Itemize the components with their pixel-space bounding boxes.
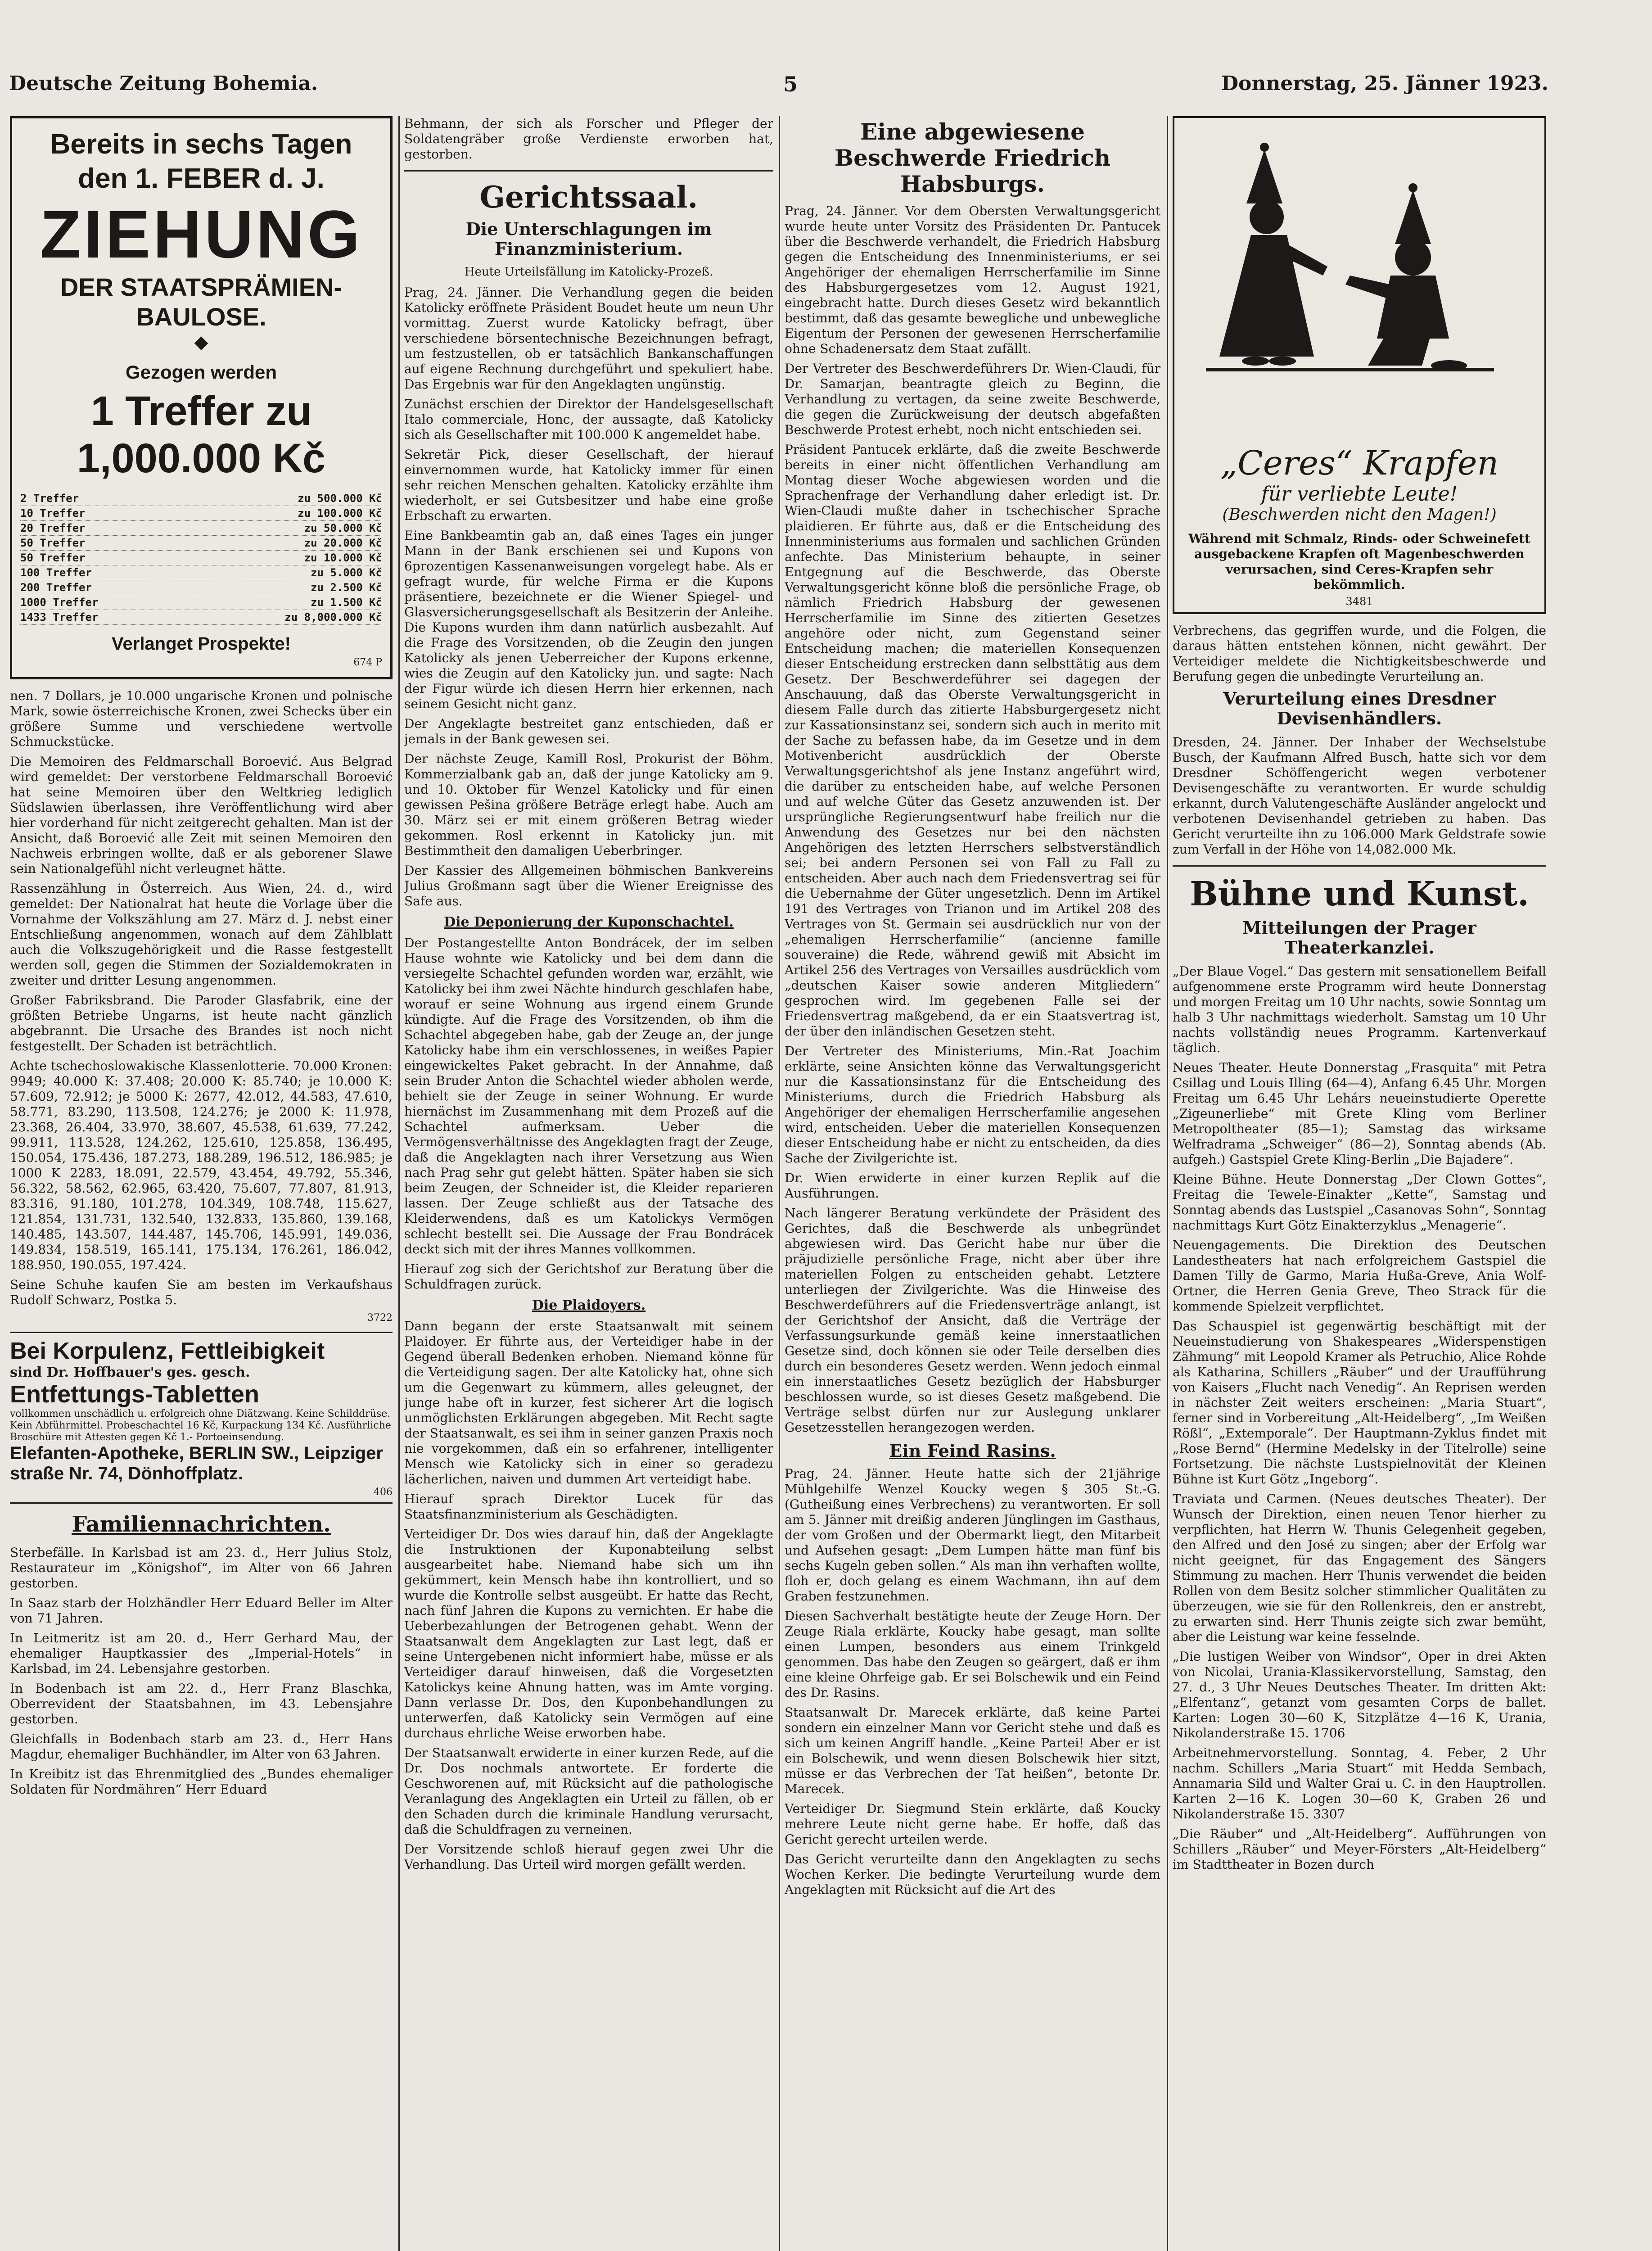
paragraph: Der Angeklagte bestreitet ganz entschieden, daß er jemals in der Bank gewesen sei. [404,716,773,746]
paragraph: Der Postangestellte Anton Bondrácek, der im selben Hause wohnte wie Katolicky und bei dem dann die versiegelte Schachtel gefunden worden war, erzählt, wie Katolicky bei ihm zwei Nächte hindurch geschlafen habe, worauf er seine Wohnung aus irgend einem Grunde kündigte. Auf die Frage des Vorsitzenden, ob ihm die Schachtel abgegeben habe, gab der Zeuge an, der junge Katolicky habe ihm ein verschlossenes, in weißes Papier eingewickeltes Paket gebracht. In der Annahme, daß sein Bruder Anton die Schachtel wieder abholen werde, behielt sie der Zeuge in seiner Wohnung. Er wurde hiernächst im Zusammenhang mit dem Prozeß auf die Schachtel aufmerksam. Ueber die Vermögensverhältnisse des Angeklagten fragt der Zeuge, daß die Angeklagten nach ihrer Versetzung aus Wien nach Prag sehr gut gelebt hätten. Später haben sie sich beim Zeugen, der Schneider ist, die Kleider reparieren lassen. Der Zeuge schließt aus der Tatsache des Kleiderwendens, daß es um Katolickys Vermögen schlecht bestellt sei. Die Aussage der Frau Bondrácek deckt sich mit der ihres Mannes vollkommen. [404,936,773,1257]
prize-amount: zu 2.500 Kč [311,581,382,594]
family-news-heading: Familiennachrichten. [72,1512,331,1537]
col2-paragraphs-2 [404,936,773,1292]
section-buehne-kunst: Bühne und Kunst. [1190,875,1529,913]
article-subtitle: Heute Urteilsfällung im Katolicky-Prozeß. [464,265,713,279]
korpulenz-desc: vollkommen unschädlich u. erfolgreich ohne Diätzwang. Keine Schilddrüse. Kein Abführmittel. Probeschachtel 16 Kč, Kurpackung 134 Kč. Ausführliche Broschüre mit Attesten gegen Kč 1.- Portoeinsendung. [10,1408,391,1443]
column-rule [779,116,780,2251]
paragraph: In Leitmeritz ist am 20. d., Herr Gerhard Mau, der ehemaliger Hauptkassier des „Imperial-Hotels“ in Karlsbad, im 24. Lebensjahre gestorben. [10,1631,393,1676]
paragraph: Hierauf sprach Direktor Lucek für das Staatsfinanzministerium als Geschädigten. [404,1492,773,1522]
paragraph: In Saaz starb der Holzhändler Herr Eduard Beller im Alter von 71 Jahren. [10,1596,393,1626]
ad-footer: Verlanget Prospekte! [112,634,291,654]
paragraph: Zunächst erschien der Direktor der Handelsgesellschaft Italo commerciale, Honc, der aussagte, daß Katolicky sich als Gesellschafter mit 100.000 K angemeldet habe. [404,397,773,442]
paragraph: Dr. Wien erwiderte in einer kurzen Replik auf die Ausführungen. [785,1171,1160,1201]
prize-row [20,610,382,625]
paragraph: Eine Bankbeamtin gab an, daß eines Tages ein junger Mann in der Bank erschienen sei und Kupons von 6prozentigen Kassenanweisungen vorgelegt habe. Als er gefragt wurde, für welche Firma er die Kupons präsentiere, bezeichnete er die Wiener Spiegel- und Glasversicherungsgesellschaft als Besitzerin der Anleihe. Die Kupons wurden ihm dann natürlich ausbezahlt. Auf die Frage des Vorsitzenden, ob die Zeugin den jungen Katolicky als jenen Ueberreicher der Kupons erkenne, wies die Zeugin auf den Katolicky jun. und sagte: Nach der Figur würde ich diesen Herrn hier erkennen, nach seinem Gesicht nicht ganz. [404,528,773,711]
paragraph: „Die Räuber“ und „Alt-Heidelberg“. Aufführungen von Schillers „Räuber“ und Meyer-Försters „Alt-Heidelberg“ im Stadttheater in Bozen durch [1173,1826,1546,1872]
paragraph: Dann begann der erste Staatsanwalt mit seinem Plaidoyer. Er führte aus, der Verteidiger habe in der Gegend überall Bedenken erhoben. Niemand könne für die Verteidigung sagen. Der alte Katolicky hat, ohne sich um die Gegenwart zu kümmern, alles geleugnet, der junge habe oft in kurzer, fest sicherer Art die logisch unmöglichsten Erklärungen abgegeben. Mit Recht sagte der Staatsanwalt, es sei ihm in seiner ganzen Praxis noch nie vorgekommen, daß ein so erfahrener, intelligenter Mensch wie Katolicky sich in einer so geradezu lächerlichen, naiven und dummen Art verteidigt habe. [404,1319,773,1487]
paragraph: Prag, 24. Jänner. Die Verhandlung gegen die beiden Katolicky eröffnete Präsident Boudet heute um neun Uhr vormittag. Zuerst wurde Katolicky befragt, über verschiedene börsentechnische Bezeichnungen befragt, um festzustellen, ob er tatsächlich Bankanschaffungen auf eigene Rechnung durchgeführt und spekuliert habe. Das Ergebnis war für den Angeklagten ungünstig. [404,285,773,392]
paragraph: Der Vorsitzende schloß hierauf gegen zwei Uhr die Verhandlung. Das Urteil wird morgen gefällt werden. [404,1842,773,1872]
paragraph: Prag, 24. Jänner. Heute hatte sich der 21jährige Mühlgehilfe Wenzel Koucky wegen § 305 St.-G. (Gutheißung eines Verbrechens) zu verantworten. Er soll am 5. Jänner mit dreißig anderen Jünglingen im Gasthaus, der vom Großen und der Obermarkt liegt, den Mitarbeit und Aufsehen gesagt: „Dem Lumpen hätte man fünf bis sechs Kugeln geben sollen.“ Als man ihn verhaften wollte, floh er, doch gelang es einem Wachmann, ihn auf dem Graben festzunehmen. [785,1466,1160,1604]
ceres-ad [1173,116,1546,614]
column-3 [785,116,1160,2251]
paragraph: Sterbefälle. In Karlsbad ist am 23. d., Herr Julius Stolz, Restaurateur im „Königshof“, im Alter von 66 Jahren gestorben. [10,1545,393,1591]
family-news [10,1545,393,1797]
prize-count: 2 Treffer [20,492,79,505]
col2-top-para: Behmann, der sich als Forscher und Pfleger der Soldatengräber große Verdienste erworben hat, gestorben. [404,116,773,162]
ad-line-6: Gezogen werden [125,362,277,383]
theater-heading: Mitteilungen der Prager Theaterkanzlei. [1242,918,1476,958]
korpulenz-ad [10,1332,393,1504]
paragraph: Verteidiger Dr. Dos wies darauf hin, daß der Angeklagte die Instruktionen der Kuponabteilung selbst ausgearbeitet habe. Niemand habe sich um ihn gekümmert, kein Mensch habe ihn kontrolliert, und so wurde die Kontrolle selbst ausgeübt. Er hatte das Recht, nach fünf Jahren die Kupons zu vernichten. Er habe die Ueberbezahlungen der Betrogenen gehabt. Wenn der Staatsanwalt dem Angeklagten zur Last legt, daß er seine Untergebenen nicht informiert habe, müsse er als Verteidiger darauf hinweisen, daß die Vorgesetzten Katolickys keine Ahnung hatten, was im Amte vorging. Dann verlasse Dr. Dos, den Kuponbehandlungen zu unterwerfen, daß Katolicky sein Vermögen auf eine durchaus ehrliche Weise erworben habe. [404,1527,773,1740]
paragraph: Nach längerer Beratung verkündete der Präsident des Gerichtes, daß die Beschwerde als unbegründet abgewiesen wird. Das Gericht habe nur über die präjudizielle persönliche Frage, nicht aber über ihre materiellen Folgen zu entscheiden gehabt. Letztere unterliegen der Zivilgerichte. Was die Hinweise des Beschwerdeführers auf die Friedensverträge anlangt, ist der Gerichtshof der Ansicht, daß die Verträge der Verfassungsurkunde gemäß keine innerstaatlichen Gesetze sind, doch können sie oder Teile derselben dies durch ein besonderes Gesetz werden. Wenn jedoch einmal ein innerstaatliches Gesetz bezüglich der Habsburger beschlossen wurde, so ist dieses Gesetz maßgebend. Die Verträge selbst dürfen nur zur Auslegung unklarer Gesetzesstellen herangezogen werden. [785,1206,1160,1435]
korpulenz-product: Entfettungs-Tabletten [10,1381,259,1408]
prize-amount: zu 100.000 Kč [298,507,382,520]
ceres-code: 3481 [1345,595,1373,608]
ceres-subtitle-2: (Beschwerden nicht den Magen!) [1222,506,1497,524]
prize-row [20,506,382,521]
prize-count: 50 Treffer [20,537,86,549]
prize-row [20,521,382,536]
paragraph: Neues Theater. Heute Donnerstag „Frasquita“ mit Petra Csillag und Louis Illing (64—4), Anfang 6.45 Uhr. Morgen Freitag um 6.45 Uhr Lehárs neueinstudierte Operette „Zigeunerliebe“ mit Grete Kling vom Berliner Metropoltheater (85—1); Samstag das wirksame Welfradrama „Schweiger“ (86—2), Sonntag abends (Ab. aufgeh.) Gastspiel Grete Kling-Berlin „Die Bajadere“. [1173,1060,1546,1167]
paragraph: Achte tschechoslowakische Klassenlotterie. 70.000 Kronen: 9949; 40.000 K: 37.408; 20.000 K: 85.740; je 10.000 K: 57.609, 72.912; je 5000 K: 2677, 42.012, 44.583, 47.610, 58.771, 83.290, 113.508, 124.276; je 2000 K: 11.978, 23.368, 26.404, 33.970, 38.607, 45.538, 61.639, 77.242, 99.911, 113.528, 124.262, 125.610, 125.858, 136.495, 150.054, 175.436, 187.273, 188.289, 196.512, 186.985; je 1000 K 2283, 18.091, 22.579, 43.454, 49.792, 55.346, 56.322, 58.562, 62.965, 63.420, 75.607, 77.807, 81.913, 83.316, 91.180, 101.278, 104.349, 108.748, 115.627, 121.854, 131.731, 132.540, 132.833, 135.860, 139.168, 140.485, 143.507, 144.487, 145.706, 145.991, 149.036, 149.834, 158.519, 165.141, 175.134, 176.261, 186.042, 188.950, 190.055, 197.424. [10,1058,393,1272]
paragraph: Sekretär Pick, dieser Gesellschaft, der hierauf einvernommen wurde, hat Katolicky immer für einen sehr reichen Menschen gehalten. Katolicky erzählte ihm wiederholt, er sei Gutsbesitzer und habe eine große Erbschaft zu erwarten. [404,447,773,523]
article-title: Die Unterschlagungen im Finanzministerium. [465,219,712,259]
column-2 [404,116,773,2251]
paragraph: Diesen Sachverhalt bestätigte heute der Zeuge Horn. Der Zeuge Riala erklärte, Koucky habe gesagt, man sollte einen Lumpen, besonders aus einem Trinkgeld genommen. Das habe den Zeugen so geärgert, daß er ihm eine kleine Ohrfeige gab. Er sei Bolschewik und ein Feind des Dr. Rasins. [785,1609,1160,1700]
col2-paragraphs-3 [404,1319,773,1872]
column-1 [10,116,393,2251]
prize-count: 50 Treffer [20,551,86,564]
paragraph: nen. 7 Dollars, je 10.000 ungarische Kronen und polnische Mark, sowie österreichische Kronen, zwei Schecks über ein größere Summe und verschiedene wertvolle Schmuckstücke. [10,688,393,749]
lottery-ad [10,116,393,679]
shoe-ad-code: 3722 [367,1312,393,1324]
paragraph: Verteidiger Dr. Siegmund Stein erklärte, daß Koucky mehrere Leute nicht gerne habe. Er hoffe, daß das Gericht gerecht urteilen werde. [785,1801,1160,1847]
paragraph: Rassenzählung in Österreich. Aus Wien, 24. d., wird gemeldet: Der Nationalrat hat heute die Vorlage über die Vornahme der Volkszählung am 27. März d. J. nebst einer Entschließung angenommen, wonach auf dem Zählblatt auch die Volkszugehörigkeit und die Rasse festgestellt werden soll, gegen die Stimmen der Sozialdemokraten in zweiter und dritter Lesung angenommen. [10,881,393,988]
prize-amount: zu 8,000.000 Kč [284,611,382,624]
issue-date: Donnerstag, 25. Jänner 1923. [1221,72,1548,95]
prize-row [20,595,382,610]
prize-count: 100 Treffer [20,566,92,579]
paragraph: „Die lustigen Weiber von Windsor“, Oper in drei Akten von Nicolai, Urania-Klassikervorstellung, Samstag, den 27. d., 3 Uhr Neues Deutsches Theater. Im dritten Akt: „Elfentanz“, getanzt vom gesamten Corps de ballet. Karten: Logen 30—60 K, Sitzplätze 4—16 K, Urania, Nikolanderstraße 15. 1706 [1173,1649,1546,1740]
column-rule [398,116,400,2251]
paragraph: Der Staatsanwalt erwiderte in einer kurzen Rede, auf die Dr. Dos nochmals antwortete. Er forderte die Geschworenen auf, mit Rücksicht auf die pathologische Veranlagung des Angeklagten ein Urteil zu fällen, ob er den Schaden durch die kriminale Handlung verursacht, daß die Schuldfragen zu verneinen. [404,1745,773,1837]
paragraph: Präsident Pantucek erklärte, daß die zweite Beschwerde bereits in einer nicht öffentlichen Verhandlung am Montag dieser Woche abgewiesen worden und die Sprachenfrage der Verhandlung daher erledigt ist. Dr. Wien-Claudi mußte daher in tschechischer Sprache plaidieren. Er führte aus, daß er die Entscheidung des Innenministeriums aus formalen und sachlichen Gründen anfechte. Das Ministerium behaupte, in seiner Entgegnung auf die Beschwerde, das Oberste Verwaltungsgericht könne bloß die persönliche Frage, ob nämlich Friedrich Habsburg der gewesenen Herrscherfamilie im Sinne des zitierten Gesetzes angehöre oder nicht, zum Gegenstand seiner Entscheidung machen; die materiellen Konsequenzen dieser Entscheidung erstrecken dann selbsttätig aus dem Gesetz. Der Beschwerdeführer sei dagegen der Anschauung, daß das Oberste Verwaltungsgericht in diesem Falle durch das zitierte Habsburgergesetz nicht zur Kassationsinstanz sei, sondern sich auch in merito mit der Sache zu befassen habe, da im Gesetze und in dem Motivenbericht ausdrücklich der Oberste Verwaltungsgerichtshof als jene Instanz angeführt wird, die darüber zu entscheiden habe, auf welche Personen und auf welche Güter das Gesetz anzuwenden ist. Der ursprüngliche Regierungsentwurf habe freilich nur die Anwendung des Gesetzes nur bei den nächsten Angehörigen des letzten Herrschers selbstverständlich sei; bei andern Personen sei von Fall zu Fall zu entscheiden. Aber auch nach dem Friedensvertrag sei für die Uebernahme der Güter ungesetzlich. Denn im Artikel 191 des Vertrages von Trianon und im Artikel 208 des Vertrages von St. Germain sei ausdrücklich nur von der „ehemaligen Herrscherfamilie“ (ancienne famille souveraine) die Rede, während gewiß mit Absicht im Artikel 256 des Vertrages von Versailles ausdrücklich vom „deutschen Kaiser sowie anderen Mitgliedern“ gesprochen wird. Im gegebenen Falle sei der Friedensvertrag maßgebend, da er ein Staatsvertrag ist, der über den inländischen Gesetzen steht. [785,442,1160,1039]
prize-count: 10 Treffer [20,507,86,520]
korpulenz-shop: Elefanten-Apotheke, BERLIN SW., Leipziger straße Nr. 74, Dönhoffplatz. [10,1443,383,1483]
diamond-icon: ◆ [194,332,208,352]
korpulenz-sub: sind Dr. Hoffbauer's ges. gesch. [10,1365,250,1380]
ad-line-2: den 1. FEBER d. J. [78,163,325,194]
prize-row [20,536,382,551]
ceres-subtitle: für verliebte Leute! [1261,483,1458,506]
prize-count: 1000 Treffer [20,596,99,609]
prize-row [20,551,382,565]
prize-amount: zu 1.500 Kč [311,596,382,609]
page-number: 5 [783,72,798,96]
col4-top-para: Verbrechens, das gegriffen wurde, und die Folgen, die daraus hätten entstehen können, nicht gewährt. Der Verteidiger meldete die Nichtigkeitsbeschwerde und Berufung gegen die unbedingte Verurteilung an. [1173,623,1546,684]
paragraph: Traviata und Carmen. (Neues deutsches Theater). Der Wunsch der Direktion, einen neuen Tenor hierher zu verpflichten, hat Herrn W. Thunis Gelegenheit gegeben, den Alfred und den José zu singen; aber der Erfolg war nicht geeignet, für das Engagement des Sängers Stimmung zu machen. Herr Thunis verwendet die beiden Rollen von dem Besitz solcher stimmlicher Qualitäten zu überzeugen, wie sie für den Rollenkreis, den er anstrebt, zu erwarten sind. Herr Thunis zeigte sich zwar bemüht, aber die Leistung war keine fesselnde. [1173,1492,1546,1644]
ad-main-prize: 1 Treffer zu 1,000.000 Kč [77,388,326,481]
prize-count: 1433 Treffer [20,611,99,624]
paragraph: Die Memoiren des Feldmarschall Boroević. Aus Belgrad wird gemeldet: Der verstorbene Feldmarschall Boroević hat seine Memoiren über den Weltkrieg lediglich Südslawien überlassen, ihre Veröffentlichung wird aber hier vorderhand für nicht zeitgerecht gehalten. Man ist der Ansicht, daß Boroević alle Zeit mit seinen Memoiren den Nachweis erbringen wollte, daß er als geborener Slawe sein Nationalgefühl nicht verleugnet hätte. [10,754,393,876]
paragraph: Das Schauspiel ist gegenwärtig beschäftigt mit der Neueinstudierung von Shakespeares „Widerspenstigen Zähmung“ mit Leopold Kramer als Petruchio, Alice Rohde als Katharina, Schillers „Räuber“ und der Uraufführung von Kaisers „Flucht nach Venedig“. An Reprisen werden in nächster Zeit weiters erscheinen: „Maria Stuart“, ferner sind in Vorbereitung „Alt-Heidelberg“, „Im Weißen Rößl“, „Extemporale“. Der Hauptmann-Zyklus findet mit „Rose Bernd“ (Hermine Medelsky in der Titelrolle) seine Fortsetzung. Die nächste Lustspielnovität der Kleinen Bühne ist Kurt Götz „Ingeborg“. [1173,1319,1546,1487]
ceres-illustration-icon [1179,122,1539,438]
paragraph: Der nächste Zeuge, Kamill Rosl, Prokurist der Böhm. Kommerzialbank gab an, daß der junge Katolicky am 9. und 10. Oktober für Wenzel Katolicky und für einen gewissen Pešina größere Beträge erlegt habe. Auch am 30. März sei er mit einem größeren Betrag wieder gekommen. Rosl erkennt in Katolicky jun. mit Bestimmtheit den damaligen Ueberbringer. [404,751,773,858]
ad-line-5: BAULOSE. [136,303,266,331]
paragraph: Arbeitnehmervorstellung. Sonntag, 4. Feber, 2 Uhr nachm. Schillers „Maria Stuart“ mit Hedda Sembach, Annamaria Sild und Walter Grai u. C. in den Hauptrollen. Karten 2—16 K. Logen 30—60 K, Graben 26 und Nikolanderstraße 15. 3307 [1173,1745,1546,1822]
col1-articles [10,688,393,1308]
ad-ziehung: ZIEHUNG [40,196,363,272]
subheading-feind-rasins: Ein Feind Rasins. [889,1441,1056,1461]
col3-paragraphs [785,203,1160,1435]
korpulenz-title: Bei Korpulenz, Fettleibigkeit [10,1338,325,1364]
paragraph: Prag, 24. Jänner. Vor dem Obersten Verwaltungsgericht wurde heute unter Vorsitz des Präsidenten Dr. Pantucek über die Beschwerde verhandelt, die Friedrich Habsburg gegen die Entscheidung des Innenministeriums, er sei Angehöriger der ehemaligen Herrscherfamilie im Sinne des Habsburgergesetzes vom 12. August 1921, eingebracht hatte. Durch dieses Gesetz wird bekanntlich bestimmt, daß das gesamte bewegliche und unbewegliche Eigentum der Personen der gewesenen Herrscherfamilie ohne Schadenersatz dem Staat zufällt. [785,203,1160,356]
prize-amount: zu 500.000 Kč [298,492,382,505]
paragraph: Gleichfalls in Bodenbach starb am 23. d., Herr Hans Magdur, ehemaliger Buchhändler, im Alter von 63 Jahren. [10,1731,393,1762]
paragraph: Großer Fabriksbrand. Die Paroder Glasfabrik, eine der größten Betriebe Ungarns, ist heute nacht gänzlich abgebrannt. Die Ursache des Brandes ist noch nicht festgestellt. Der Schaden ist beträchtlich. [10,993,393,1053]
paragraph: Seine Schuhe kaufen Sie am besten im Verkaufshaus Rudolf Schwarz, Postka 5. [10,1277,393,1307]
prize-list [20,491,382,625]
prize-amount: zu 10.000 Kč [304,551,382,564]
paragraph: „Der Blaue Vogel.“ Das gestern mit sensationellem Beifall aufgenommene erste Programm wird heute Donnerstag und morgen Freitag um 10 Uhr nachts, sowie Sonntag um halb 3 Uhr nachmittags wiederholt. Samstag um 10 Uhr nachts vollständig neues Programm. Kartenverkauf täglich. [1173,964,1546,1055]
dresden-para: Dresden, 24. Jänner. Der Inhaber der Wechselstube Busch, der Kaufmann Alfred Busch, hatte sich vor dem Dresdner Schöffengericht wegen verbotener Devisengeschäfte zu verantworten. Er wurde schuldig erkannt, durch Valutengeschäfte Ausländer angelockt und verbotenen Devisenhandel getrieben zu haben. Das Gericht verurteilte ihn zu 106.000 Mark Geldstrafe sowie zum Verfall in der Höhe von 14,082.000 Mk. [1173,735,1546,857]
paragraph: Der Vertreter des Ministeriums, Min.-Rat Joachim erklärte, seine Ansichten könne das Verwaltungsgericht nur die Kassationsinstanz für die Entscheidung des Ministeriums, durch die Friedrich Habsburg als Angehöriger der ehemaligen Herrscherfamilie angesehen wird, entscheiden. Ueber die materiellen Konsequenzen dieser Entscheidung habe er nicht zu entscheiden, da dies Sache der Zivilgerichte ist. [785,1044,1160,1166]
prize-count: 200 Treffer [20,581,92,594]
prize-amount: zu 20.000 Kč [304,537,382,549]
newspaper-name: Deutsche Zeitung Bohemia. [9,72,318,95]
prize-row [20,580,382,595]
col4-paragraphs [1173,964,1546,1872]
paragraph: In Bodenbach ist am 22. d., Herr Franz Blaschka, Oberrevident der Staatsbahnen, im 43. Lebensjahre gestorben. [10,1681,393,1727]
page-header [9,68,1548,104]
prize-amount: zu 5.000 Kč [311,566,382,579]
paragraph: In Kreibitz ist das Ehrenmitglied des „Bundes ehemaliger Soldaten für Nordmähren“ Herr Eduard [10,1767,393,1797]
subheading-plaidoyers: Die Plaidoyers. [532,1297,646,1313]
ceres-text: Während mit Schmalz, Rinds- oder Schweinefett ausgebackene Krapfen oft Magenbeschwerden verursachen, sind Ceres-Krapfen sehr bekömmlich. [1188,531,1530,592]
prize-row [20,565,382,580]
divider [404,170,773,172]
column-4 [1173,116,1546,2251]
divider [1173,865,1546,867]
prize-count: 20 Treffer [20,522,86,534]
ad-line-1: Bereits in sechs Tagen [50,129,352,160]
paragraph: Der Vertreter des Beschwerdeführers Dr. Wien-Claudi, für Dr. Samarjan, beantragte gleich zu Beginn, die Verhandlung zu vertagen, da seine zweite Beschwerde, die gegen die Zurückweisung der deutsch abgefaßten Beschwerde Protest erhebt, noch nicht entschieden sei. [785,361,1160,437]
ceres-title: „Ceres“ Krapfen [1220,444,1499,483]
paragraph: Das Gericht verurteilte dann den Angeklagten zu sechs Wochen Kerker. Die bedingte Verurteilung wurde dem Angeklagten mit Rücksicht auf die Art des [785,1852,1160,1897]
ad-code: 674 P [353,657,382,668]
ad-line-4: DER STAATSPRÄMIEN- [60,273,343,301]
korpulenz-code: 406 [374,1487,393,1498]
dresden-heading: Verurteilung eines Dresdner Devisenhändlers. [1223,688,1496,728]
paragraph: Hierauf zog sich der Gerichtshof zur Beratung über die Schuldfragen zurück. [404,1261,773,1292]
subheading-kuponschachtel: Die Deponierung der Kuponschachtel. [444,914,734,930]
section-gerichtssaal: Gerichtssaal. [479,180,698,215]
column-rule [1167,116,1168,2251]
paragraph: Staatsanwalt Dr. Marecek erklärte, daß keine Partei sondern ein einzelner Mann vor Gericht stehe und daß es sich um keinen Angriff handle. „Keine Partei! Aber er ist ein Bolschewik, und wenn diesen Bolschewik hier sitzt, müsse er das Verbrechen der Tat heißen“, betonte Dr. Marecek. [785,1705,1160,1796]
prize-amount: zu 50.000 Kč [304,522,382,534]
col3-paragraphs-2 [785,1466,1160,1898]
paragraph: Kleine Bühne. Heute Donnerstag „Der Clown Gottes“, Freitag die Tewele-Einakter „Kette“, Samstag und Sonntag abends das Lustspiel „Casanovas Sohn“, Sonntag nachmittags Kurt Götz Einakterzyklus „Menagerie“. [1173,1172,1546,1233]
habsburg-title: Eine abgewiesene Beschwerde Friedrich Habsburgs. [834,118,1111,197]
prize-row [20,491,382,506]
paragraph: Der Kassier des Allgemeinen böhmischen Bankvereins Julius Großmann sagt über die Wiener Ereignisse des Safe aus. [404,863,773,909]
paragraph: Neuengagements. Die Direktion des Deutschen Landestheaters hat nach erfolgreichem Gastspiel die Damen Tilly de Garmo, Maria Hußa-Greve, Ania Wolf-Ortner, die Herren Genia Greve, Theo Strack für die kommende Spielzeit verpflichtet. [1173,1238,1546,1314]
col2-paragraphs [404,285,773,909]
